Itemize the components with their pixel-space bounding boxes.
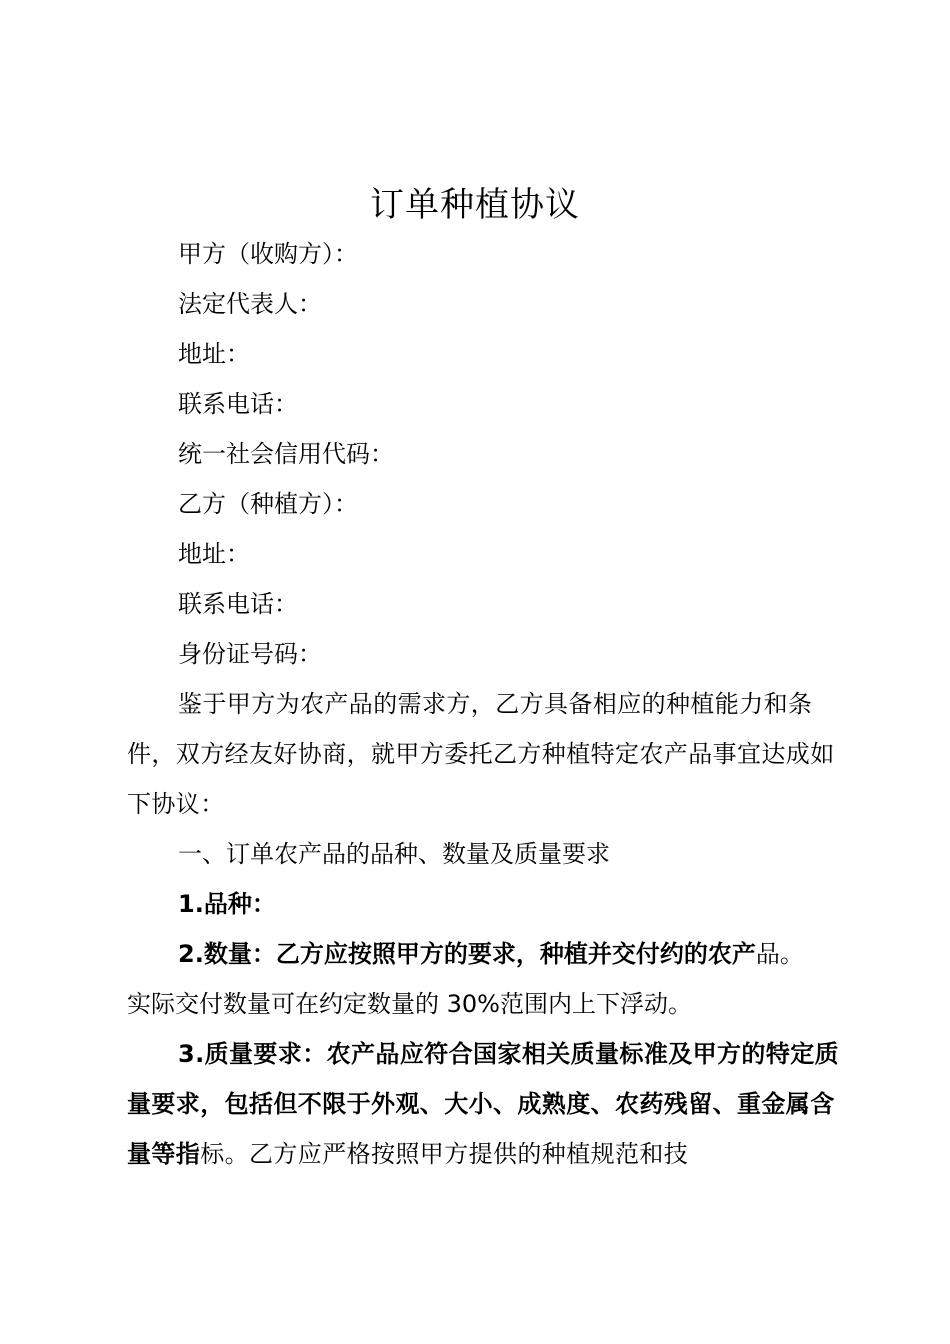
item-quantity-continued: 实际交付数量可在约定数量的 30%范围内上下浮动。 [127, 990, 692, 1018]
item-quality-rest: 标。乙方应严格按照甲方提供的种植规范和技 [200, 1140, 689, 1168]
party-a-representative: 法定代表人： [178, 290, 322, 318]
party-a-credit-code: 统一社会信用代码： [178, 440, 394, 468]
item-quality-bold: 3.质量要求：农产品应符合国家相关质量标准及甲方的特定质量要求，包括但不限于外观、大小、成熟度、农药残留、重金属含量等指 [127, 1040, 840, 1168]
item-variety: 1.品种： [178, 890, 276, 918]
section1-heading: 一、订单农产品的品种、数量及质量要求 [178, 840, 610, 868]
item-quantity-rest: 品。 [755, 940, 804, 968]
item-quantity [178, 938, 804, 970]
party-b-label: 乙方（种植方）： [178, 490, 358, 518]
party-b-phone: 联系电话： [178, 590, 298, 618]
document-title: 订单种植协议 [370, 185, 580, 225]
intro-paragraph: 鉴于甲方为农产品的需求方，乙方具备相应的种植能力和条件，双方经友好协商，就甲方委托乙方种植特定农产品事宜达成如下协议： [127, 690, 835, 818]
party-b-id-number: 身份证号码： [178, 640, 322, 668]
item-quality [127, 1029, 847, 1179]
party-b-address: 地址： [178, 540, 250, 568]
party-a-address: 地址： [178, 340, 250, 368]
item-quantity-bold: 2.数量：乙方应按照甲方的要求，种植并交付约的农产 [178, 940, 756, 968]
party-a-label: 甲方（收购方）： [178, 240, 358, 268]
party-a-phone: 联系电话： [178, 390, 298, 418]
